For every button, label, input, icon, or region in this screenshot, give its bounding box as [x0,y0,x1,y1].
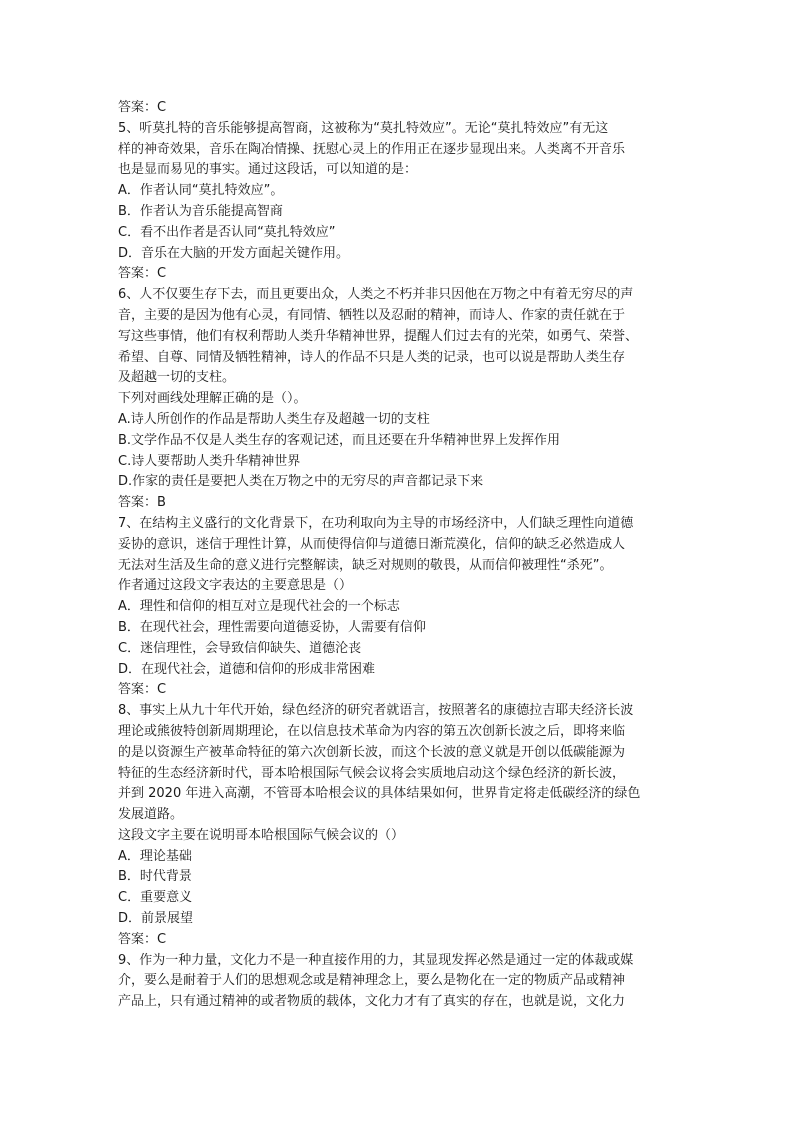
question-7-text: 无法对生活及生命的意义进行完整解读，缺乏对规则的敬畏，从而信仰被理性“杀死”。 [118,557,613,573]
option-b: B.文学作品不仅是人类生存的客观记述，而且还要在升华精神世界上发挥作用 [118,432,561,448]
option-a: A．作者认同“莫扎特效应”。 [118,183,284,199]
option-d: D．前景展望 [118,911,194,927]
question-8-text: 并到 2020 年进入高潮，不管哥本哈根会议的具体结果如何，世界肯定将走低碳经济的绿色 [118,786,641,802]
question-8-text: 的是以资源生产被革命特征的第六次创新长波，而这个长波的意义就是开创以低碳能源为 [118,744,626,760]
option-a: A．理论基础 [118,848,192,864]
answer-line: 答案：C [118,682,167,698]
question-5-text: 样的神奇效果，音乐在陶冶情操、抚慰心灵上的作用正在逐步显现出来。人类离不开音乐 [118,141,626,157]
answer-line: 答案：C [118,100,167,115]
answer-line: 答案：C [118,931,167,947]
question-6-text: 写这些事情，他们有权利帮助人类升华精神世界，提醒人们过去有的光荣，如勇气、荣誉、 [118,328,639,344]
question-6-prompt: 下列对画线处理解正确的是（）。 [118,391,307,407]
option-c: C．看不出作者是否认同“莫扎特效应” [118,224,336,240]
option-b: B．作者认为音乐能提高智商 [118,203,283,219]
question-6-text: 希望、自尊、同情及牺牲精神，诗人的作品不只是人类的记录，也可以说是帮助人类生存 [118,349,626,365]
question-7-prompt: 作者通过这段文字表达的主要意思是（） [118,578,353,594]
question-7-text: 7、在结构主义盛行的文化背景下，在功利取向为主导的市场经济中，人们缺乏理性向道德 [118,515,634,531]
option-d: D．音乐在大脑的开发方面起关键作用。 [118,245,350,261]
question-6-text: 及超越一切的支柱。 [118,370,236,386]
option-a: A.诗人所创作的作品是帮助人类生存及超越一切的支柱 [118,411,430,427]
option-c: C.诗人要帮助人类升华精神世界 [118,453,301,469]
question-8-text: 8、事实上从九十年代开始，绿色经济的研究者就语言，按照著名的康德拉吉耶夫经济长波 [118,703,634,719]
option-d: D．在现代社会，道德和信仰的形成非常困难 [118,661,376,677]
question-6-text: 6、人不仅要生存下去，而且更要出众，人类之不朽并非只因他在万物之中有着无穷尽的声 [118,287,634,303]
option-c: C．重要意义 [118,890,193,906]
question-8-text: 理论或熊彼特创新周期理论，在以信息技术革命为内容的第五次创新长波之后，即将来临 [118,723,626,739]
document-page [118,98,678,1013]
option-c: C．迷信理性，会导致信仰缺失、道德沦丧 [118,640,362,656]
question-8-text: 发展道路。 [118,807,184,823]
answer-line: 答案：C [118,266,167,282]
question-8-text: 特征的生态经济新时代，哥本哈根国际气候会议将会实质地启动这个绿色经济的新长波， [118,765,626,781]
question-6-text: 音，主要的是因为他有心灵，有同情、牺牲以及忍耐的精神，而诗人、作家的责任就在于 [118,307,626,323]
option-a: A．理性和信仰的相互对立是现代社会的一个标志 [118,599,400,615]
question-5-text: 也是显而易见的事实。通过这段话，可以知道的是： [118,162,418,178]
question-9-text: 介，要么是耐着于人们的思想观念或是精神理念上，要么是物化在一定的物质产品或精神 [118,973,626,989]
question-8-prompt: 这段文字主要在说明哥本哈根国际气候会议的（） [118,827,405,843]
question-9-text: 9、作为一种力量，文化力不是一种直接作用的力，其显现发挥必然是通过一定的体裁或媒 [118,952,634,968]
question-9-text: 产品上，只有通过精神的或者物质的载体，文化力才有了真实的存在，也就是说，文化力 [118,994,626,1010]
question-5-text: 5、听莫扎特的音乐能够提高智商，这被称为“莫扎特效应”。无论“莫扎特效应”有无这 [118,120,609,136]
question-7-text: 妥协的意识，迷信于理性计算，从而使得信仰与道德日渐荒漠化，信仰的缺乏必然造成人 [118,536,626,552]
option-b: B．在现代社会，理性需要向道德妥协，人需要有信仰 [118,619,426,635]
option-b: B．时代背景 [118,869,192,885]
option-d: D.作家的责任是要把人类在万物之中的无穷尽的声音都记录下来 [118,474,484,490]
answer-line: 答案：B [118,495,166,511]
